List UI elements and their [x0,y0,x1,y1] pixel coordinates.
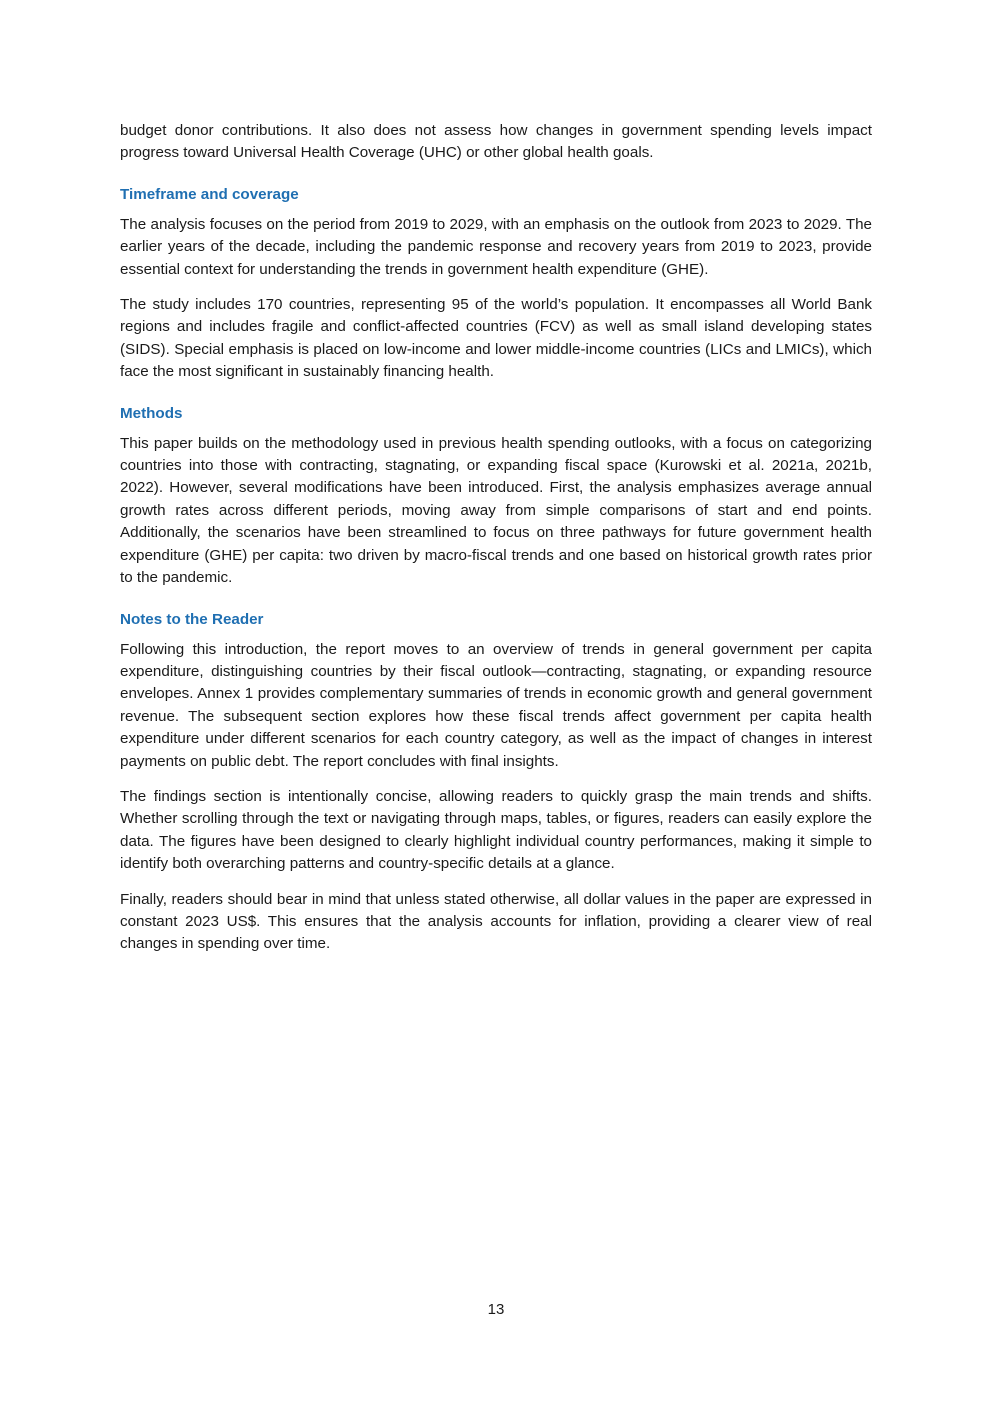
notes-paragraph-3: Finally, readers should bear in mind that unless stated otherwise, all dollar values in the paper are expressed in constant 2023 US$. This ensures that the analysis accounts for inflation, providing a clearer view of real changes in spending over time. [120,890,872,953]
notes-paragraph-2: The findings section is intentionally concise, allowing readers to quickly grasp the main trends and shifts. Whether scrolling through the text or navigating through maps, tables, or figures, readers can easily explore the data. The figures have been designed to clearly highlight individual country performances, making it simple to identify both overarching patterns and country-specific details at a glance. [120,787,872,873]
heading-methods: Methods [120,404,183,422]
intro-continuation-paragraph: budget donor contributions. It also does not assess how changes in government spending levels impact progress toward Universal Health Coverage (UHC) or other global health goals. [120,122,872,162]
page-number: 13 [487,1301,505,1318]
timeframe-paragraph-1: The analysis focuses on the period from 2019 to 2029, with an emphasis on the outlook from 2023 to 2029. The earlier years of the decade, including the pandemic response and recovery years from 2019 to 2023, provide essential context for understanding the trends in government health expenditure (GHE). [120,215,872,278]
document-page [120,120,872,969]
heading-notes-to-the-reader: Notes to the Reader [120,610,264,628]
methods-paragraph: This paper builds on the methodology used in previous health spending outlooks, with a focus on categorizing countries into those with contracting, stagnating, or expanding fiscal space (Kurowski et al. 2021a, 2021b, 2022). However, several modifications have been introduced. First, the analysis emphasizes average annual growth rates across different periods, moving away from simple comparisons of start and end points. Additionally, the scenarios have been streamlined to focus on three pathways for future government health expenditure (GHE) per capita: two driven by macro-fiscal trends and one based on historical growth rates prior to the pandemic. [120,434,872,587]
heading-timeframe-and-coverage: Timeframe and coverage [120,185,299,203]
timeframe-paragraph-2: The study includes 170 countries, representing 95 of the world’s population. It encompasses all World Bank regions and includes fragile and conflict-affected countries (FCV) as well as small island developing states (SIDS). Special emphasis is placed on low-income and lower middle-income countries (LICs and LMICs), which face the most significant in sustainably financing health. [120,296,872,381]
notes-paragraph-1: Following this introduction, the report moves to an overview of trends in general government per capita expenditure, distinguishing countries by their fiscal outlook—contracting, stagnating, or expanding resource envelopes. Annex 1 provides complementary summaries of trends in economic growth and general government revenue. The subsequent section explores how these fiscal trends affect government per capita health expenditure under different scenarios for each country category, as well as the impact of changes in interest payments on public debt. The report concludes with final insights. [120,640,872,770]
